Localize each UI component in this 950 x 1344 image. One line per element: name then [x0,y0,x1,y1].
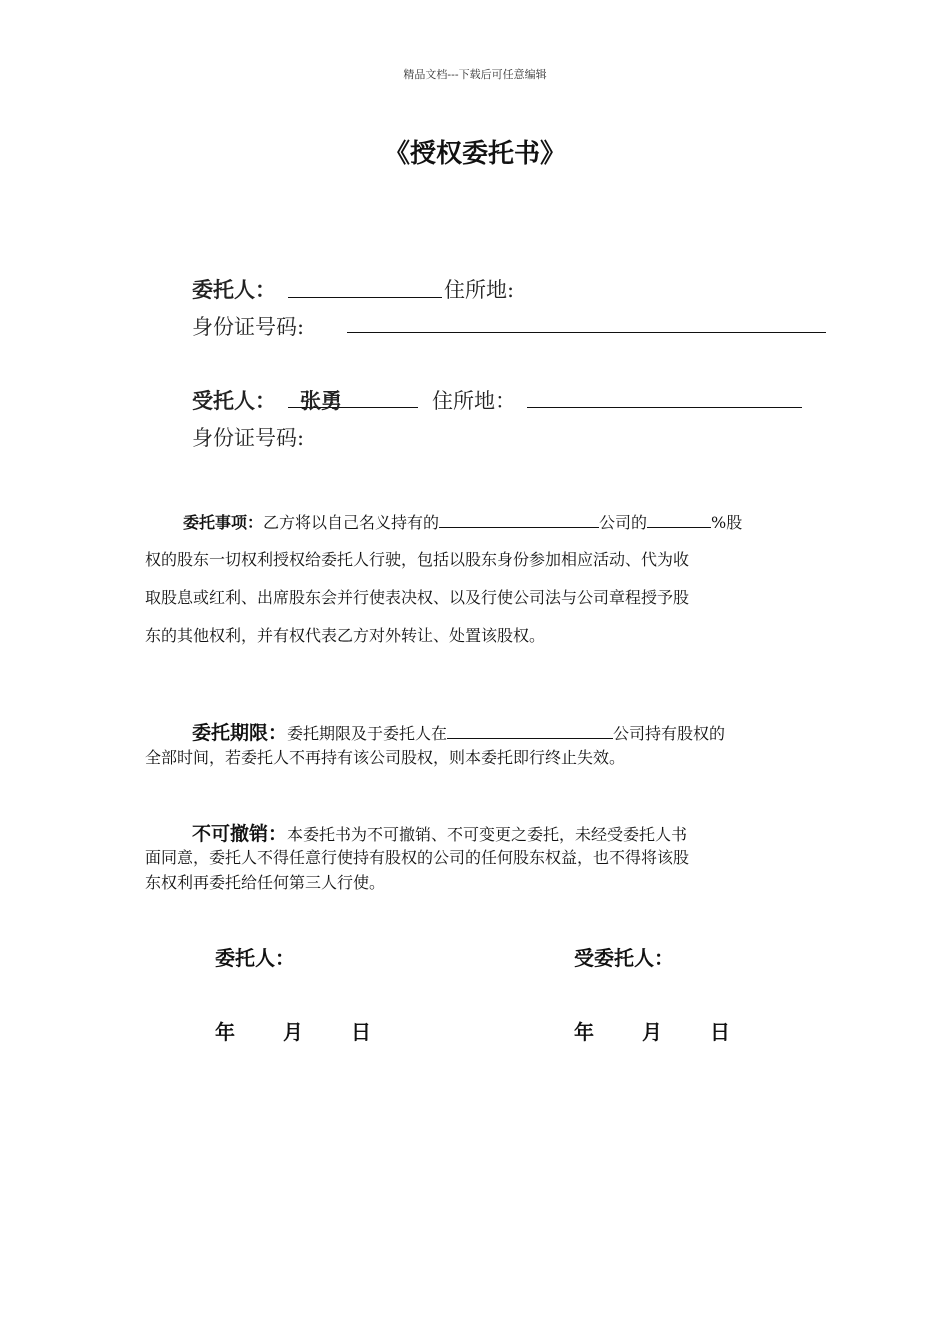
principal-address-label: 住所地: [444,278,515,302]
term-label: 委托期限： [192,722,288,744]
date-agent [574,1016,730,1045]
date-day: 日 [351,1020,371,1044]
term-company-blank [447,723,613,739]
date-year: 年 [215,1020,235,1044]
page-title: 《授权委托书》 [383,139,566,169]
signature-principal-label: 委托人： [215,946,295,970]
matters-line-1 [183,510,742,533]
date-month: 月 [642,1020,662,1044]
principal-id-blank [347,332,826,333]
date-month: 月 [283,1020,303,1044]
term-text-a: 委托期限及于委托人在 [287,724,448,743]
term-line-1 [192,718,725,745]
agent-address-blank [527,407,802,408]
matters-percent-blank [647,512,711,528]
agent-label: 受托人： [192,389,276,413]
term-text-b: 公司持有股权的 [613,724,726,743]
irrevocable-text-a: 本委托书为不可撤销、不可变更之委托，未经受委托人书 [287,825,688,844]
matters-text-c: %股 [711,513,743,532]
irrevocable-line-1 [192,819,687,846]
matters-label: 委托事项： [183,513,264,532]
matters-line-2: 权的股东一切权利授权给委托人行驶，包括以股东身份参加相应活动、代为收 [145,550,690,569]
agent-id-label: 身份证号码: [192,426,305,450]
principal-name-blank [288,297,442,298]
matters-line-3: 取股息或红利、出席股东会并行使表决权、以及行使公司法与公司章程授予股 [145,588,690,607]
irrevocable-label: 不可撤销： [192,823,288,845]
irrevocable-line-2: 面同意，委托人不得任意行使持有股权的公司的任何股东权益，也不得将该股 [145,848,690,867]
agent-address-label: 住所地： [432,389,516,413]
agent-name: 张勇 [300,389,342,413]
term-line-2: 全部时间，若委托人不再持有该公司股权，则本委托即行终止失效。 [145,748,626,767]
matters-company-blank [439,512,599,528]
matters-line-4: 东的其他权利，并有权代表乙方对外转让、处置该股权。 [145,626,546,645]
irrevocable-line-3: 东权利再委托给任何第三人行使。 [145,873,386,892]
signature-agent-label: 受委托人： [574,946,674,970]
date-year: 年 [574,1020,594,1044]
matters-text-a: 乙方将以自己名义持有的 [263,513,440,532]
principal-id-label: 身份证号码: [192,315,305,339]
date-principal [215,1016,371,1045]
date-day: 日 [710,1020,730,1044]
header-note: 精品文档---下载后可任意编辑 [403,68,547,81]
matters-text-b: 公司的 [599,513,648,532]
principal-label: 委托人： [192,278,276,302]
